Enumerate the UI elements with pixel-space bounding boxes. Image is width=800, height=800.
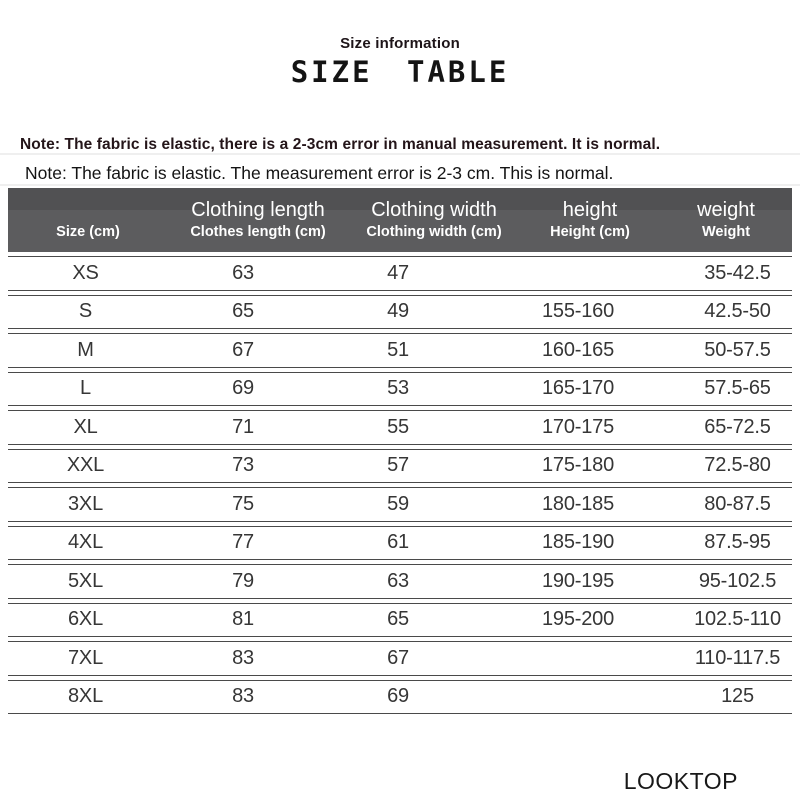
cell-width: 65 <box>387 608 409 631</box>
cell-size: 5XL <box>68 569 103 592</box>
table-row <box>8 487 792 522</box>
cell-height: 175-180 <box>542 454 614 477</box>
page-title: SIZE TABLE <box>290 55 510 89</box>
cell-length: 63 <box>232 261 254 284</box>
cell-weight: 50-57.5 <box>704 338 771 361</box>
note-primary: Note: The fabric is elastic, there is a 2-3cm error in manual measurement. It is normal. <box>20 136 661 153</box>
cell-height: 185-190 <box>542 531 614 554</box>
cell-size: 4XL <box>68 531 103 554</box>
table-row <box>8 603 792 638</box>
header-length-line2: Clothes length (cm) <box>190 224 326 240</box>
cell-weight: 42.5-50 <box>704 300 771 323</box>
header-width-line2: Clothing width (cm) <box>366 224 502 240</box>
cell-length: 73 <box>232 454 254 477</box>
cell-height: 165-170 <box>542 377 614 400</box>
cell-width: 69 <box>387 685 409 708</box>
cell-size: S <box>78 300 93 323</box>
cell-weight: 80-87.5 <box>704 492 771 515</box>
cell-weight: 110-117.5 <box>694 646 781 669</box>
page-subtitle: Size information <box>340 35 460 52</box>
header-cell-length <box>168 188 348 252</box>
header-height-line1: height <box>562 199 618 221</box>
header-weight-line1: weight <box>697 199 755 221</box>
note-secondary: Note: The fabric is elastic. The measurement error is 2-3 cm. This is normal. <box>25 163 614 183</box>
table-row <box>8 680 792 715</box>
cell-width: 59 <box>387 492 409 515</box>
cell-size: XL <box>73 415 98 438</box>
cell-size: 6XL <box>68 608 103 631</box>
brand-text: LOOKTOP <box>623 768 738 794</box>
cell-length: 65 <box>232 300 254 323</box>
cell-height: 195-200 <box>542 608 614 631</box>
cell-weight: 125 <box>721 685 754 708</box>
cell-width: 49 <box>387 300 409 323</box>
cell-width: 51 <box>387 338 409 361</box>
header-width-line1: Clothing width <box>371 199 497 221</box>
cell-weight: 35-42.5 <box>704 261 771 284</box>
cell-length: 79 <box>232 569 254 592</box>
cell-length: 83 <box>232 685 254 708</box>
cell-size: 7XL <box>68 646 103 669</box>
divider-line <box>0 153 800 155</box>
header-weight-line2: Weight <box>701 224 751 240</box>
divider-line <box>0 184 800 186</box>
cell-height: 170-175 <box>542 415 614 438</box>
header-length-line1: Clothing length <box>191 199 325 221</box>
header-cell-width <box>348 188 520 252</box>
table-row <box>8 372 792 407</box>
cell-weight: 72.5-80 <box>704 454 771 477</box>
table-row <box>8 410 792 445</box>
cell-width: 55 <box>387 415 409 438</box>
header-cell-height <box>520 188 660 252</box>
header-cell-weight <box>660 188 792 252</box>
cell-width: 57 <box>387 454 409 477</box>
cell-height: 180-185 <box>542 492 614 515</box>
table-row <box>8 256 792 291</box>
cell-size: 3XL <box>68 492 103 515</box>
cell-width: 63 <box>387 569 409 592</box>
cell-length: 83 <box>232 646 254 669</box>
table-row <box>8 641 792 676</box>
table-body <box>8 256 792 714</box>
cell-size: XXL <box>66 454 105 477</box>
size-table <box>8 188 792 714</box>
cell-size: XS <box>72 261 99 284</box>
cell-height: 155-160 <box>542 300 614 323</box>
table-row <box>8 449 792 484</box>
cell-width: 47 <box>387 261 409 284</box>
table-row <box>8 295 792 330</box>
header-cell-size <box>8 188 168 252</box>
cell-length: 69 <box>232 377 254 400</box>
cell-length: 71 <box>232 415 254 438</box>
cell-length: 77 <box>232 531 254 554</box>
cell-weight: 95-102.5 <box>698 569 777 592</box>
cell-width: 61 <box>387 531 409 554</box>
cell-height: 190-195 <box>542 569 614 592</box>
cell-size: L <box>80 377 91 400</box>
header-height-line2: Height (cm) <box>550 224 630 240</box>
cell-length: 67 <box>232 338 254 361</box>
cell-width: 53 <box>387 377 409 400</box>
table-row <box>8 526 792 561</box>
table-row <box>8 333 792 368</box>
cell-weight: 57.5-65 <box>704 377 771 400</box>
table-header <box>8 188 792 252</box>
cell-width: 67 <box>387 646 409 669</box>
cell-weight: 65-72.5 <box>704 415 771 438</box>
cell-size: M <box>77 338 94 361</box>
cell-weight: 102.5-110 <box>694 608 781 631</box>
header-size-line2: Size (cm) <box>56 224 120 240</box>
cell-size: 8XL <box>68 685 103 708</box>
cell-length: 75 <box>232 492 254 515</box>
cell-length: 81 <box>232 608 254 631</box>
cell-height: 160-165 <box>542 338 614 361</box>
cell-weight: 87.5-95 <box>704 531 771 554</box>
table-row <box>8 564 792 599</box>
